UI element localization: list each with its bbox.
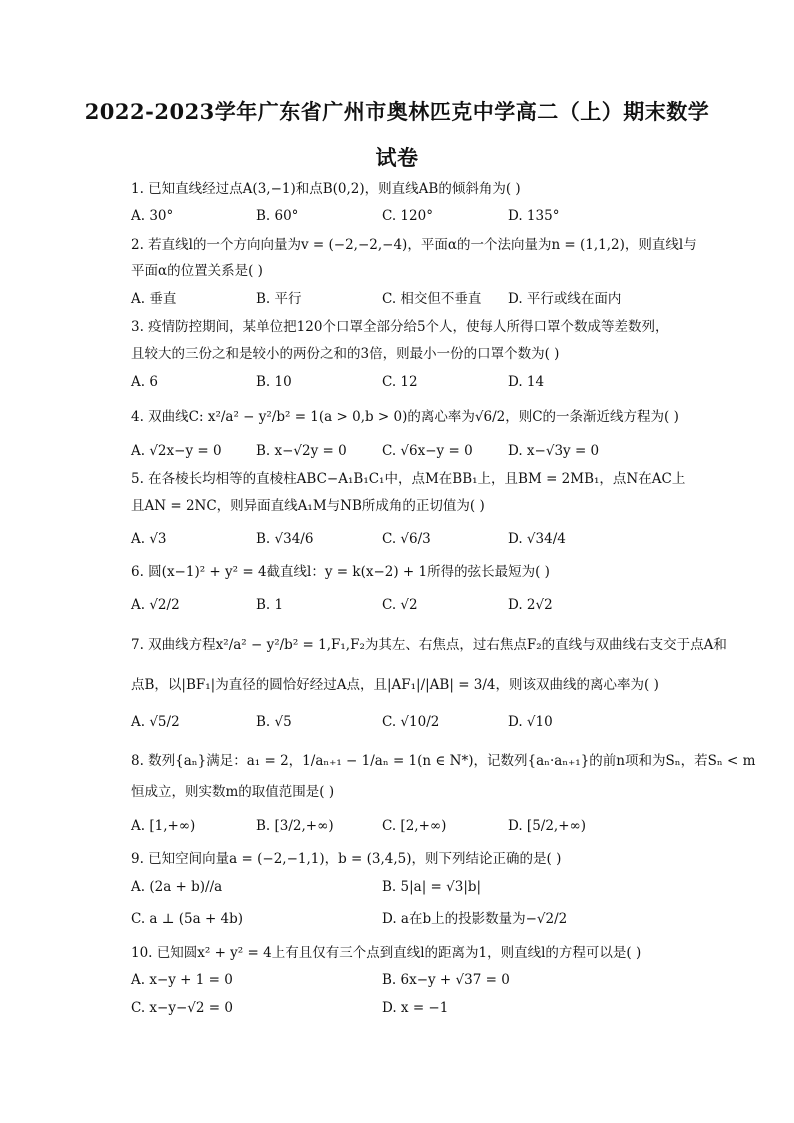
question-7-option-d: D. √10	[508, 714, 553, 730]
question-3-stem-cont: 且较大的三份之和是较小的两份之和的3倍，则最小一份的口罩个数为( )	[131, 346, 560, 362]
question-7-option-a: A. √5/2	[131, 714, 180, 730]
question-9-stem: 9. 已知空间向量a = (−2,−1,1)，b = (3,4,5)，则下列结论正确的是( )	[131, 851, 562, 867]
question-3-stem: 3. 疫情防控期间，某单位把120个口罩全部分给5个人，使每人所得口罩个数成等差数列，	[131, 319, 669, 335]
question-5-stem: 5. 在各棱长均相等的直棱柱ABC−A₁B₁C₁中，点M在BB₁上，且BM = 2MB₁，点N在AC上	[131, 471, 686, 487]
question-3-option-a: A. 6	[131, 374, 158, 390]
question-9-option-b: B. 5|a| = √3|b|	[382, 879, 482, 895]
question-1-option-a: A. 30°	[131, 208, 174, 224]
question-1-option-b: B. 60°	[256, 208, 299, 224]
question-1-option-d: D. 135°	[508, 208, 560, 224]
question-10-option-c: C. x−y−√2 = 0	[131, 1000, 233, 1016]
question-7-option-c: C. √10/2	[382, 714, 440, 730]
question-3-option-c: C. 12	[382, 374, 418, 390]
question-9-option-a: A. (2a + b)//a	[131, 879, 223, 895]
question-8-option-c: C. [2,+∞)	[382, 818, 447, 834]
question-2-option-a: A. 垂直	[131, 291, 177, 307]
question-5-option-b: B. √34/6	[256, 531, 314, 547]
question-8-option-d: D. [5/2,+∞)	[508, 818, 587, 834]
question-7-option-b: B. √5	[256, 714, 292, 730]
question-3-option-d: D. 14	[508, 374, 545, 390]
question-6-option-b: B. 1	[256, 597, 284, 613]
question-10-stem: 10. 已知圆x² + y² = 4上有且仅有三个点到直线l的距离为1，则直线l的方程可以是( )	[131, 945, 642, 961]
question-2-stem: 2. 若直线l的一个方向向量为v = (−2,−2,−4)，平面α的一个法向量为n = (1,1,2)，则直线l与	[131, 237, 697, 253]
question-8-stem: 8. 数列{aₙ}满足：a₁ = 2，1/aₙ₊₁ − 1/aₙ = 1(n ∈ N*)，记数列{aₙ·aₙ₊₁}的前n项和为Sₙ，若Sₙ < m	[131, 753, 756, 769]
question-5-stem-cont: 且AN = 2NC，则异面直线A₁M与NB所成角的正切值为( )	[131, 498, 485, 514]
question-4-option-a: A. √2x−y = 0	[131, 443, 222, 459]
question-2-option-d: D. 平行或线在面内	[508, 291, 622, 307]
question-9-option-d: D. a在b上的投影数量为−√2/2	[382, 911, 568, 927]
question-5-option-d: D. √34/4	[508, 531, 566, 547]
exam-title-continued: 试卷	[375, 145, 419, 170]
question-6-option-a: A. √2/2	[131, 597, 180, 613]
question-8-stem-cont: 恒成立，则实数m的取值范围是( )	[131, 784, 335, 800]
question-2-stem-cont: 平面α的位置关系是( )	[131, 263, 263, 279]
question-1-stem: 1. 已知直线经过点A(3,−1)和点B(0,2)，则直线AB的倾斜角为( )	[131, 181, 521, 197]
question-10-option-b: B. 6x−y + √37 = 0	[382, 972, 510, 988]
question-4-option-b: B. x−√2y = 0	[256, 443, 347, 459]
question-9-option-c: C. a ⊥ (5a + 4b)	[131, 911, 244, 927]
question-1-option-c: C. 120°	[382, 208, 433, 224]
question-5-option-a: A. √3	[131, 531, 167, 547]
question-6-option-d: D. 2√2	[508, 597, 553, 613]
question-6-stem: 6. 圆(x−1)² + y² = 4截直线l：y = k(x−2) + 1所得的弦长最短为( )	[131, 564, 550, 580]
question-7-stem: 7. 双曲线方程x²/a² − y²/b² = 1,F₁,F₂为其左、右焦点，过右焦点F₂的直线与双曲线右支交于点A和	[131, 637, 727, 653]
question-2-option-c: C. 相交但不垂直	[382, 291, 482, 307]
question-7-stem-cont: 点B，以|BF₁|为直径的圆恰好经过A点，且|AF₁|/|AB| = 3/4，则该双曲线的离心率为( )	[131, 677, 659, 693]
question-8-option-b: B. [3/2,+∞)	[256, 818, 334, 834]
question-10-option-a: A. x−y + 1 = 0	[131, 972, 233, 988]
question-6-option-c: C. √2	[382, 597, 418, 613]
question-4-option-d: D. x−√3y = 0	[508, 443, 600, 459]
question-3-option-b: B. 10	[256, 374, 292, 390]
question-8-option-a: A. [1,+∞)	[131, 818, 196, 834]
question-4-stem: 4. 双曲线C: x²/a² − y²/b² = 1(a > 0,b > 0)的离心率为√6/2，则C的一条渐近线方程为( )	[131, 409, 679, 425]
question-10-option-d: D. x = −1	[382, 1000, 449, 1016]
question-4-option-c: C. √6x−y = 0	[382, 443, 473, 459]
question-5-option-c: C. √6/3	[382, 531, 431, 547]
question-2-option-b: B. 平行	[256, 291, 302, 307]
exam-title: 2022-2023学年广东省广州市奥林匹克中学高二（上）期末数学	[84, 99, 710, 124]
